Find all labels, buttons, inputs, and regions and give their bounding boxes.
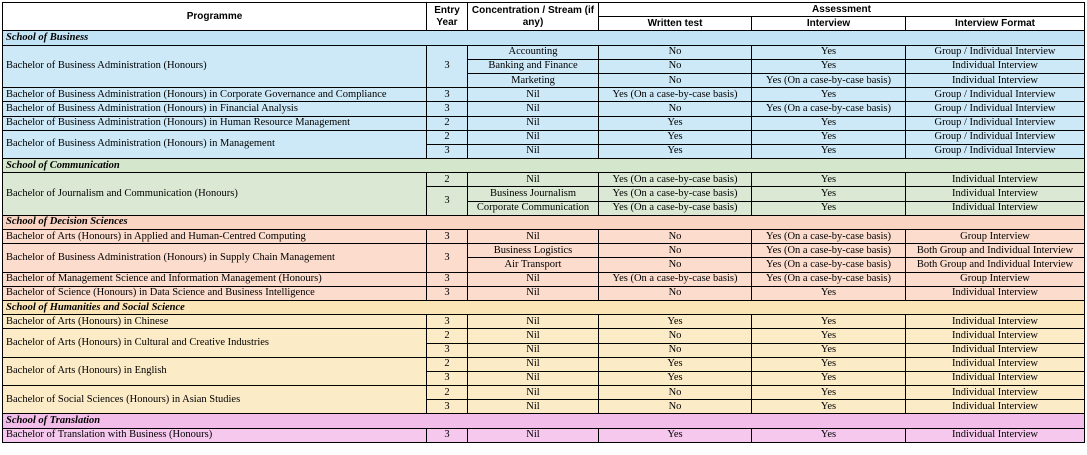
school-section xyxy=(3,414,1085,442)
concentration-cell: Nil xyxy=(468,386,599,400)
entry-year-cell: 2 xyxy=(427,386,468,400)
concentration-cell: Nil xyxy=(468,173,599,187)
school-name: School of Humanities and Social Science xyxy=(3,300,1085,314)
interview-cell: Yes xyxy=(752,371,906,385)
interview-cell: Yes (On a case-by-case basis) xyxy=(752,230,906,244)
interview-format-cell: Individual Interview xyxy=(906,386,1085,400)
written-test-cell: Yes xyxy=(599,357,752,371)
school-name: School of Communication xyxy=(3,159,1085,173)
interview-format-cell: Individual Interview xyxy=(906,201,1085,215)
interview-format-cell: Individual Interview xyxy=(906,286,1085,300)
written-test-cell: No xyxy=(599,286,752,300)
written-test-cell: Yes (On a case-by-case basis) xyxy=(599,88,752,102)
table-row xyxy=(3,272,1085,286)
written-test-cell: Yes xyxy=(599,428,752,442)
programme-name: Bachelor of Business Administration (Honours) in Financial Analysis xyxy=(3,102,427,116)
programme-name: Bachelor of Science (Honours) in Data Science and Business Intelligence xyxy=(3,286,427,300)
interview-cell: Yes (On a case-by-case basis) xyxy=(752,73,906,87)
header-interview: Interview xyxy=(752,17,906,31)
interview-format-cell: Both Group and Individual Interview xyxy=(906,244,1085,258)
concentration-cell: Nil xyxy=(468,88,599,102)
school-header-row xyxy=(3,300,1085,314)
interview-cell: Yes (On a case-by-case basis) xyxy=(752,102,906,116)
concentration-cell: Nil xyxy=(468,428,599,442)
interview-cell: Yes xyxy=(752,88,906,102)
header-concentration: Concentration / Stream (if any) xyxy=(468,3,599,31)
concentration-cell: Nil xyxy=(468,400,599,414)
header-entry-year: Entry Year xyxy=(427,3,468,31)
programme-name: Bachelor of Business Administration (Honours) in Human Resource Management xyxy=(3,116,427,130)
interview-cell: Yes (On a case-by-case basis) xyxy=(752,258,906,272)
concentration-cell: Nil xyxy=(468,329,599,343)
programme-name: Bachelor of Arts (Honours) in English xyxy=(3,357,427,385)
school-header-row xyxy=(3,31,1085,45)
written-test-cell: No xyxy=(599,102,752,116)
concentration-cell: Air Transport xyxy=(468,258,599,272)
interview-format-cell: Individual Interview xyxy=(906,371,1085,385)
table-row xyxy=(3,315,1085,329)
written-test-cell: Yes xyxy=(599,144,752,158)
concentration-cell: Marketing xyxy=(468,73,599,87)
interview-cell: Yes xyxy=(752,386,906,400)
entry-year-cell: 3 xyxy=(427,428,468,442)
written-test-cell: No xyxy=(599,258,752,272)
interview-format-cell: Group / Individual Interview xyxy=(906,88,1085,102)
entry-year-cell: 3 xyxy=(427,315,468,329)
entry-year-cell: 3 xyxy=(427,343,468,357)
interview-cell: Yes xyxy=(752,130,906,144)
written-test-cell: Yes xyxy=(599,371,752,385)
written-test-cell: No xyxy=(599,400,752,414)
school-name: School of Translation xyxy=(3,414,1085,428)
interview-cell: Yes xyxy=(752,173,906,187)
entry-year-cell: 2 xyxy=(427,329,468,343)
concentration-cell: Nil xyxy=(468,144,599,158)
table-row xyxy=(3,329,1085,343)
interview-cell: Yes (On a case-by-case basis) xyxy=(752,272,906,286)
interview-cell: Yes xyxy=(752,343,906,357)
interview-format-cell: Group / Individual Interview xyxy=(906,102,1085,116)
concentration-cell: Business Logistics xyxy=(468,244,599,258)
table-row xyxy=(3,230,1085,244)
concentration-cell: Nil xyxy=(468,102,599,116)
table-row xyxy=(3,130,1085,144)
interview-cell: Yes xyxy=(752,45,906,59)
entry-year-cell: 3 xyxy=(427,230,468,244)
written-test-cell: No xyxy=(599,45,752,59)
interview-format-cell: Individual Interview xyxy=(906,357,1085,371)
written-test-cell: No xyxy=(599,59,752,73)
interview-cell: Yes xyxy=(752,400,906,414)
entry-year-cell: 3 xyxy=(427,244,468,272)
header-interview-format: Interview Format xyxy=(906,17,1085,31)
interview-format-cell: Individual Interview xyxy=(906,73,1085,87)
table-row xyxy=(3,244,1085,258)
interview-format-cell: Group / Individual Interview xyxy=(906,116,1085,130)
written-test-cell: Yes xyxy=(599,116,752,130)
interview-cell: Yes xyxy=(752,201,906,215)
concentration-cell: Nil xyxy=(468,272,599,286)
written-test-cell: Yes (On a case-by-case basis) xyxy=(599,272,752,286)
concentration-cell: Nil xyxy=(468,116,599,130)
concentration-cell: Nil xyxy=(468,315,599,329)
table-row xyxy=(3,173,1085,187)
programme-name: Bachelor of Arts (Honours) in Applied and Human-Centred Computing xyxy=(3,230,427,244)
entry-year-cell: 3 xyxy=(427,286,468,300)
interview-format-cell: Individual Interview xyxy=(906,59,1085,73)
table-row xyxy=(3,88,1085,102)
concentration-cell: Banking and Finance xyxy=(468,59,599,73)
interview-cell: Yes xyxy=(752,357,906,371)
interview-cell: Yes xyxy=(752,116,906,130)
entry-year-cell: 3 xyxy=(427,400,468,414)
interview-cell: Yes xyxy=(752,187,906,201)
entry-year-cell: 3 xyxy=(427,371,468,385)
programme-name: Bachelor of Arts (Honours) in Chinese xyxy=(3,315,427,329)
written-test-cell: Yes (On a case-by-case basis) xyxy=(599,201,752,215)
school-section xyxy=(3,31,1085,159)
programme-name: Bachelor of Arts (Honours) in Cultural and Creative Industries xyxy=(3,329,427,357)
programme-name: Bachelor of Business Administration (Honours) xyxy=(3,45,427,88)
interview-cell: Yes xyxy=(752,59,906,73)
school-section xyxy=(3,300,1085,414)
written-test-cell: No xyxy=(599,386,752,400)
concentration-cell: Nil xyxy=(468,371,599,385)
entry-year-cell: 2 xyxy=(427,173,468,187)
table-row xyxy=(3,428,1085,442)
interview-format-cell: Group Interview xyxy=(906,272,1085,286)
table-header xyxy=(3,3,1085,31)
programme-name: Bachelor of Management Science and Information Management (Honours) xyxy=(3,272,427,286)
interview-format-cell: Individual Interview xyxy=(906,315,1085,329)
interview-format-cell: Group / Individual Interview xyxy=(906,45,1085,59)
concentration-cell: Nil xyxy=(468,343,599,357)
entry-year-cell: 2 xyxy=(427,116,468,130)
interview-cell: Yes xyxy=(752,329,906,343)
interview-format-cell: Individual Interview xyxy=(906,329,1085,343)
header-programme: Programme xyxy=(3,3,427,31)
concentration-cell: Nil xyxy=(468,230,599,244)
entry-year-cell: 3 xyxy=(427,272,468,286)
school-header-row xyxy=(3,215,1085,229)
interview-format-cell: Individual Interview xyxy=(906,428,1085,442)
interview-format-cell: Individual Interview xyxy=(906,343,1085,357)
admission-table xyxy=(2,2,1085,443)
table-row xyxy=(3,102,1085,116)
interview-cell: Yes xyxy=(752,286,906,300)
entry-year-cell: 2 xyxy=(427,130,468,144)
written-test-cell: No xyxy=(599,73,752,87)
interview-format-cell: Both Group and Individual Interview xyxy=(906,258,1085,272)
programme-name: Bachelor of Social Sciences (Honours) in Asian Studies xyxy=(3,386,427,414)
concentration-cell: Nil xyxy=(468,286,599,300)
interview-cell: Yes xyxy=(752,428,906,442)
programme-name: Bachelor of Business Administration (Honours) in Supply Chain Management xyxy=(3,244,427,272)
concentration-cell: Corporate Communication xyxy=(468,201,599,215)
concentration-cell: Nil xyxy=(468,130,599,144)
written-test-cell: No xyxy=(599,230,752,244)
interview-cell: Yes (On a case-by-case basis) xyxy=(752,244,906,258)
school-section xyxy=(3,159,1085,216)
written-test-cell: No xyxy=(599,244,752,258)
programme-name: Bachelor of Business Administration (Honours) in Corporate Governance and Compliance xyxy=(3,88,427,102)
school-name: School of Decision Sciences xyxy=(3,215,1085,229)
header-written-test: Written test xyxy=(599,17,752,31)
entry-year-cell: 3 xyxy=(427,45,468,88)
written-test-cell: No xyxy=(599,343,752,357)
interview-format-cell: Group / Individual Interview xyxy=(906,144,1085,158)
concentration-cell: Business Journalism xyxy=(468,187,599,201)
table-row xyxy=(3,116,1085,130)
programme-name: Bachelor of Journalism and Communication (Honours) xyxy=(3,173,427,216)
entry-year-cell: 3 xyxy=(427,187,468,215)
school-name: School of Business xyxy=(3,31,1085,45)
table-row xyxy=(3,286,1085,300)
written-test-cell: Yes xyxy=(599,130,752,144)
table-row xyxy=(3,45,1085,59)
school-section xyxy=(3,215,1085,300)
written-test-cell: No xyxy=(599,329,752,343)
header-assessment: Assessment xyxy=(599,3,1085,17)
school-header-row xyxy=(3,159,1085,173)
interview-format-cell: Individual Interview xyxy=(906,400,1085,414)
school-header-row xyxy=(3,414,1085,428)
entry-year-cell: 3 xyxy=(427,144,468,158)
written-test-cell: Yes (On a case-by-case basis) xyxy=(599,187,752,201)
written-test-cell: Yes xyxy=(599,315,752,329)
concentration-cell: Accounting xyxy=(468,45,599,59)
programme-name: Bachelor of Translation with Business (Honours) xyxy=(3,428,427,442)
table-row xyxy=(3,386,1085,400)
interview-format-cell: Group / Individual Interview xyxy=(906,130,1085,144)
concentration-cell: Nil xyxy=(468,357,599,371)
programme-name: Bachelor of Business Administration (Honours) in Management xyxy=(3,130,427,158)
entry-year-cell: 3 xyxy=(427,88,468,102)
interview-format-cell: Individual Interview xyxy=(906,173,1085,187)
interview-cell: Yes xyxy=(752,144,906,158)
written-test-cell: Yes (On a case-by-case basis) xyxy=(599,173,752,187)
interview-format-cell: Group Interview xyxy=(906,230,1085,244)
entry-year-cell: 2 xyxy=(427,357,468,371)
interview-cell: Yes xyxy=(752,315,906,329)
interview-format-cell: Individual Interview xyxy=(906,187,1085,201)
table-row xyxy=(3,357,1085,371)
entry-year-cell: 3 xyxy=(427,102,468,116)
